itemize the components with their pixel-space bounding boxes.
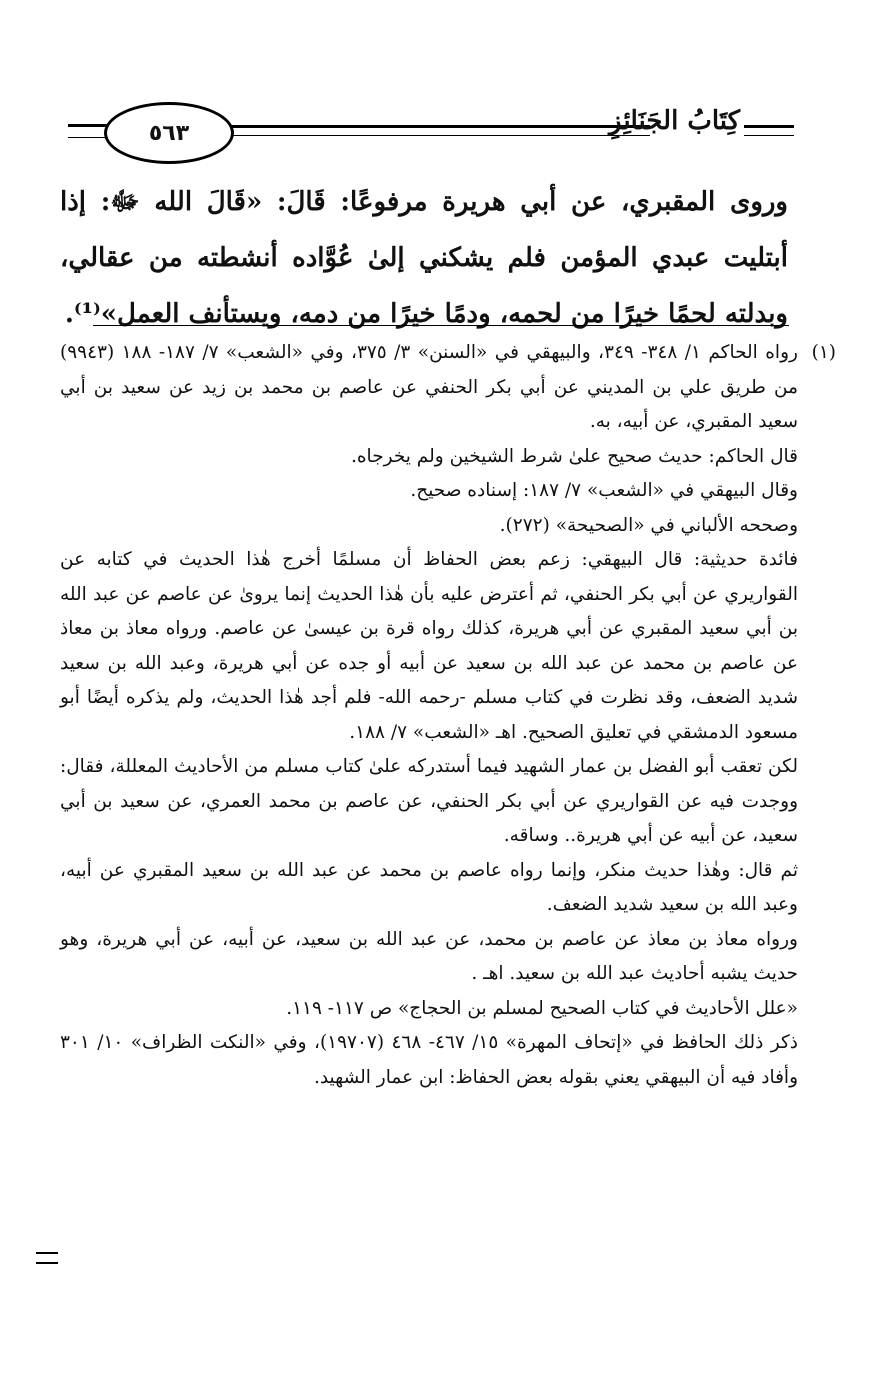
footnote-paragraph: ورواه معاذ بن معاذ عن عاصم بن محمد، عن عبد الله بن سعيد، عن أبيه، عن أبي هريرة، وهو حديث يشبه أحاديث عبد الله بن سعيد. اهـ . xyxy=(60,928,798,984)
chapter-title: كِتَابُ الجَنَائِزِ xyxy=(609,106,740,136)
header-rule-right xyxy=(744,125,794,136)
main-hadith-text: وروى المقبري، عن أبي هريرة مرفوعًا: قَالَ: «قَالَ الله ﷻ: إذا أبتليت عبدي المؤمن فلم يشكني إلىٰ عُوَّاده أنشطته من عقالي، وبدلته لحمًا خيرًا من لحمه، ودمًا خيرًا من دمه، ويستأنف العمل»⁽¹⁾. xyxy=(60,187,788,329)
footnote-paragraph: وقال البيهقي في «الشعب» ٧/ ١٨٧: إسناده صحيح. xyxy=(410,480,798,501)
page-number: ٥٦٣ xyxy=(104,102,234,164)
page-header xyxy=(58,92,798,172)
footnote-paragraph: ذكر ذلك الحافظ في «إتحاف المهرة» ١٥/ ٤٦٧- ٤٦٨ (١٩٧٠٧)، وفي «النكت الظراف» ١٠/ ٣٠١ وأفاد فيه أن البيهقي يعني بقوله بعض الحفاظ: ابن عمار الشهيد. xyxy=(60,1032,798,1088)
margin-mark xyxy=(36,1252,58,1264)
footnote-paragraph: لكن تعقب أبو الفضل بن عمار الشهيد فيما أستدركه علىٰ كتاب مسلم من الأحاديث المعللة، فقال: ووجدت فيه عن القواريري عن أبي بكر الحنفي، عن عاصم بن محمد العمري، عن سعيد بن أبي سعيد، عن أبيه عن أبي هريرة.. وساقه. xyxy=(60,756,798,846)
footnote-paragraph: وصححه الألباني في «الصحيحة» (٢٧٢). xyxy=(499,514,798,536)
header-rule-middle xyxy=(230,125,650,136)
footnote-number: (١) xyxy=(811,342,836,363)
footnote-divider xyxy=(93,325,789,326)
footnote-paragraph: قال الحاكم: حديث صحيح علىٰ شرط الشيخين ولم يخرجاه. xyxy=(350,445,798,467)
footnote-text: رواه الحاكم ١/ ٣٤٨- ٣٤٩، والبيهقي في «السنن» ٣/ ٣٧٥، وفي «الشعب» ٧/ ١٨٧- ١٨٨ (٩٩٤٣) من طريق علي بن المديني عن أبي بكر الحنفي عن عاصم بن محمد بن زيد عن سعيد بن أبي سعيد المقبري، عن أبيه، به. xyxy=(60,342,798,432)
footnote-paragraph xyxy=(60,336,836,440)
footnotes xyxy=(60,336,836,1095)
footnote-paragraph: «علل الأحاديث في كتاب الصحيح لمسلم بن الحجاج» ص ١١٧- ١١٩. xyxy=(286,997,798,1019)
footnote-paragraph: ثم قال: وهٰذا حديث منكر، وإنما رواه عاصم بن محمد عن عبد الله بن سعيد المقبري عن أبيه، وعبد الله بن سعيد شديد الضعف. xyxy=(60,859,798,915)
footnote-paragraph: فائدة حديثية: قال البيهقي: زعم بعض الحفاظ أن مسلمًا أخرج هٰذا الحديث في كتابه عن القواريري عن أبي بكر الحنفي، ثم أعترض عليه بأن هٰذا الحديث إنما يرویٰ عن عاصم عن عبد الله بن أبي سعيد المقبري عن أبي هريرة، كذلك رواه قرة بن عيسىٰ عن عاصم. ورواه معاذ بن معاذ عن عاصم بن محمد عن عبد الله بن سعيد عن أبيه أو جده عن أبي هريرة، وعبد الله بن سعيد شديد الضعف، وقد نظرت في كتاب مسلم -رحمه الله- فلم أجد هٰذا الحديث، ولم يذكره أيضًا أبو مسعود الدمشقي في تعليق الصحيح. اهـ «الشعب» ٧/ ١٨٨. xyxy=(60,549,798,743)
